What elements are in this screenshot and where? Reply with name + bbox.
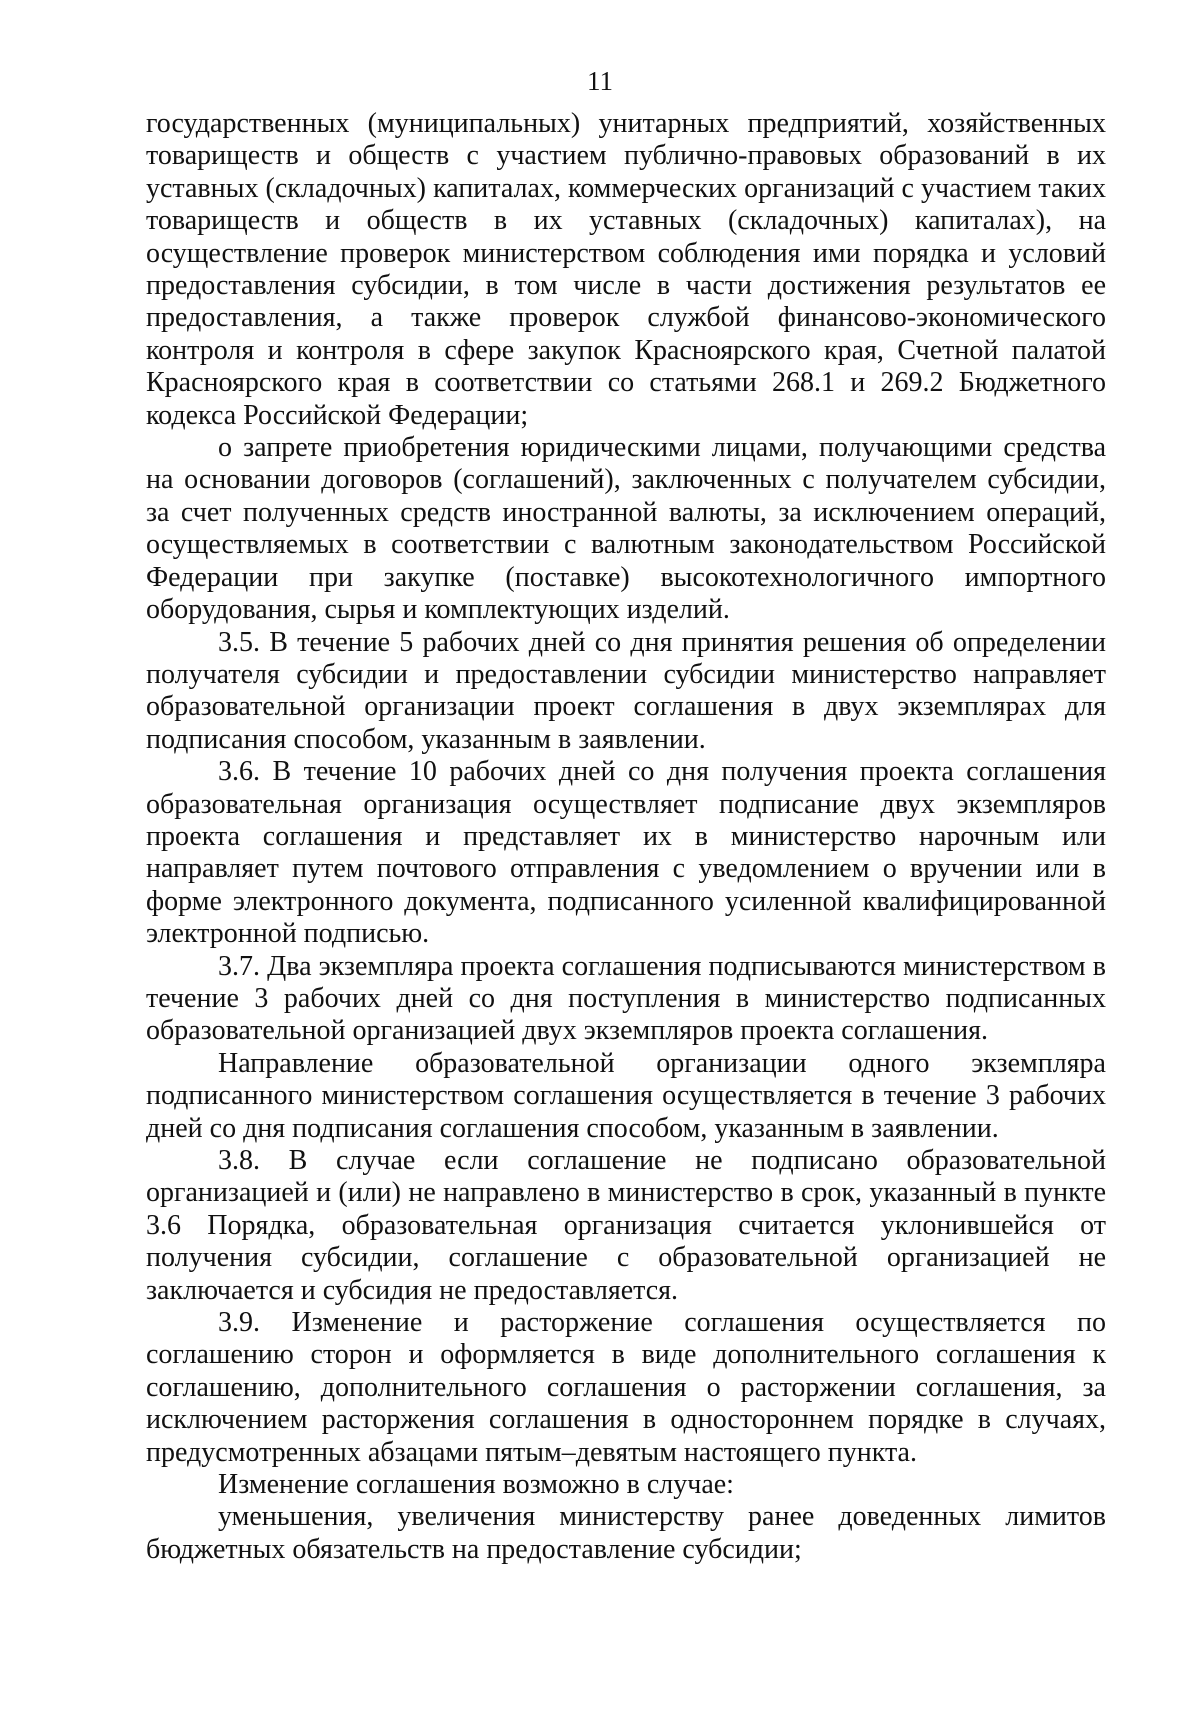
paragraph-3-6: 3.6. В течение 10 рабочих дней со дня получения проекта соглашения образовательная организация осуществляет подписание двух экземпляров проекта соглашения и представляет их в министерство нарочным или направляет путем почтового отправления с уведомлением о вручении или в форме электронного документа, подписанного усиленной квалифицированной электронной подписью.: [146, 756, 1106, 950]
paragraph-3-9: 3.9. Изменение и расторжение соглашения осуществляется по соглашению сторон и оформляется в виде дополнительного соглашения к соглашению, дополнительного соглашения о расторжении соглашения, за исключением расторжения соглашения в одностороннем порядке в случаях, предусмотренных абзацами пятым–девятым настоящего пункта.: [146, 1307, 1106, 1468]
paragraph-change-cases: Изменение соглашения возможно в случае:: [218, 1469, 734, 1501]
paragraph-3-5: 3.5. В течение 5 рабочих дней со дня принятия решения об определении получателя субсидии и предоставлении субсидии министерство направляет образовательной организации проект соглашения в двух экземплярах для подписания способом, указанным в заявлении.: [146, 626, 1106, 755]
paragraph-currency-prohibition: о запрете приобретения юридическими лицами, получающими средства на основании договоров (соглашений), заключенных с получателем субсидии, за счет полученных средств иностранной валюты, за исключением операций, осуществляемых в соответствии с валютным законодательством Российской Федерации при закупке (поставке) высокотехнологичного импортного оборудования, сырья и комплектующих изделий.: [146, 432, 1106, 626]
paragraph-continuation: государственных (муниципальных) унитарных предприятий, хозяйственных товариществ и обществ с участием публично-правовых образований в их уставных (складочных) капиталах, коммерческих организаций с участием таких товариществ и обществ в их уставных (складочных) капиталах), на осуществление проверок министерством соблюдения ими порядка и условий предоставления субсидии, в том числе в части достижения результатов ее предоставления, а также проверок службой финансово-экономического контроля и контроля в сфере закупок Красноярского края, Счетной палатой Красноярского края в соответствии со статьями 268.1 и 269.2 Бюджетного кодекса Российской Федерации;: [146, 108, 1106, 431]
paragraph-3-8: 3.8. В случае если соглашение не подписано образовательной организацией и (или) не направлено в министерство в срок, указанный в пункте 3.6 Порядка, образовательная организация считается уклонившейся от получения субсидии, соглашение с образовательной организацией не заключается и субсидия не предоставляется.: [146, 1145, 1106, 1306]
document-body: [146, 108, 1106, 1566]
page-number: 11: [587, 66, 613, 96]
paragraph-limits: уменьшения, увеличения министерству ранее доведенных лимитов бюджетных обязательств на предоставление субсидии;: [146, 1501, 1106, 1565]
paragraph-3-7: 3.7. Два экземпляра проекта соглашения подписываются министерством в течение 3 рабочих дней со дня поступления в министерство подписанных образовательной организацией двух экземпляров проекта соглашения.: [146, 950, 1106, 1047]
paragraph-sending-copy: Направление образовательной организации одного экземпляра подписанного министерством соглашения осуществляется в течение 3 рабочих дней со дня подписания соглашения способом, указанным в заявлении.: [146, 1047, 1106, 1144]
